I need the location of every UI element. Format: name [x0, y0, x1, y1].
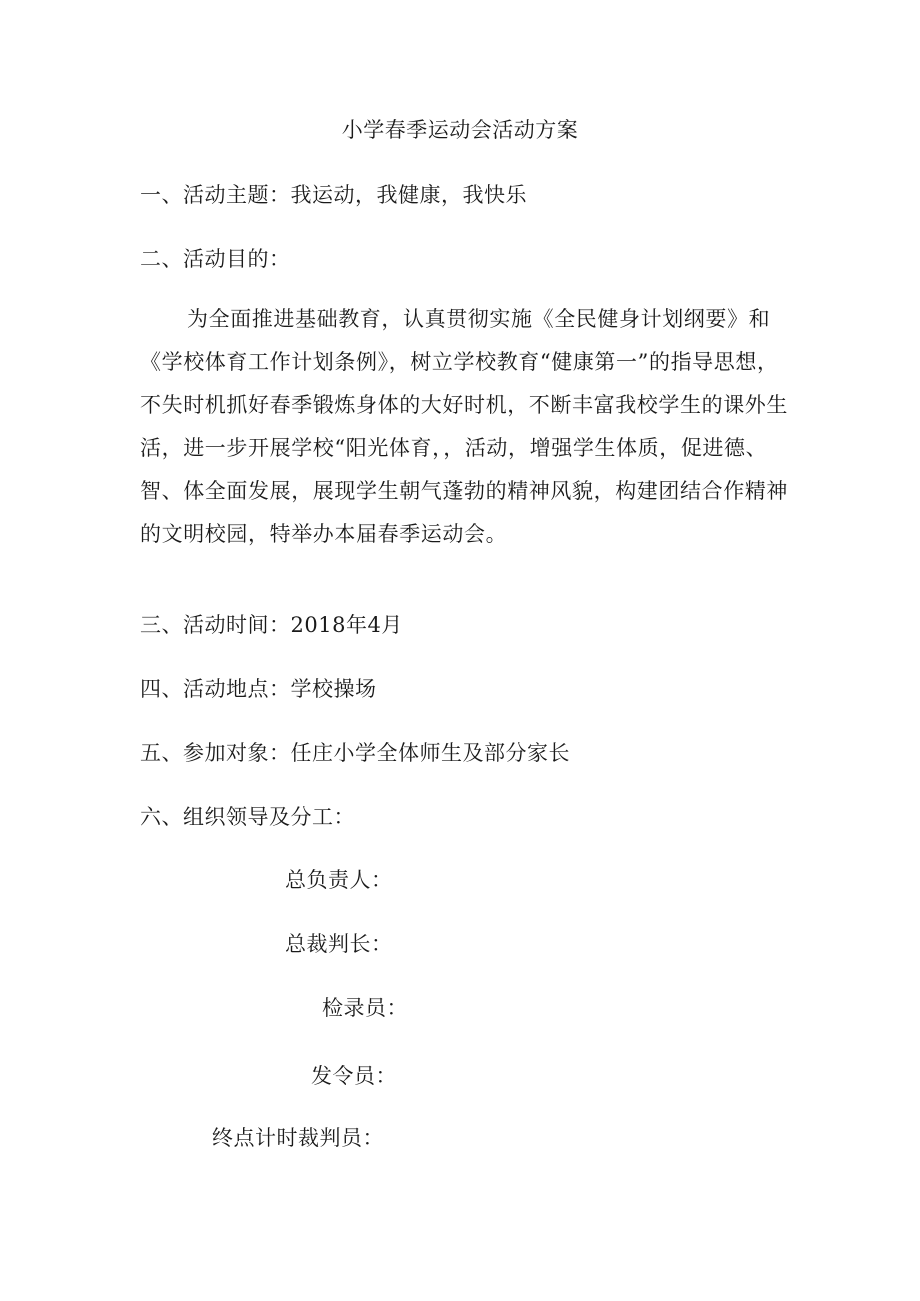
role-finish-timer: 终点计时裁判员： [212, 1126, 384, 1150]
role-checker: 检录员： [322, 996, 408, 1020]
document-title: 小学春季运动会活动方案 [341, 118, 579, 142]
purpose-line: 活，进一步开展学校“阳光体育，，活动，增强学生体质，促进德、 [140, 436, 768, 460]
role-starter: 发令员： [311, 1064, 397, 1088]
purpose-line: 《学校体育工作计划条例》，树立学校教育“健康第一”的指导思想， [140, 350, 779, 374]
section-theme: 一、活动主题：我运动，我健康，我快乐 [140, 183, 527, 207]
role-general-manager: 总负责人： [285, 868, 393, 892]
section-organization-heading: 六、组织领导及分工： [140, 805, 355, 829]
section-participants: 五、参加对象：任庄小学全体师生及部分家长 [140, 741, 570, 765]
section-time: 三、活动时间：2018年4月 [140, 613, 403, 637]
purpose-line: 的文明校园，特举办本届春季运动会。 [140, 522, 508, 546]
purpose-paragraph [140, 298, 788, 556]
section-purpose-heading: 二、活动目的： [140, 247, 291, 271]
purpose-line: 为全面推进基础教育，认真贯彻实施《全民健身计划纲要》和 [187, 307, 771, 331]
purpose-line: 不失时机抓好春季锻炼身体的大好时机，不断丰富我校学生的课外生 [140, 393, 788, 417]
role-chief-referee: 总裁判长： [285, 932, 393, 956]
section-place: 四、活动地点：学校操场 [140, 677, 377, 701]
purpose-line: 智、体全面发展，展现学生朝气蓬勃的精神风貌，构建团结合作精神 [140, 479, 788, 503]
